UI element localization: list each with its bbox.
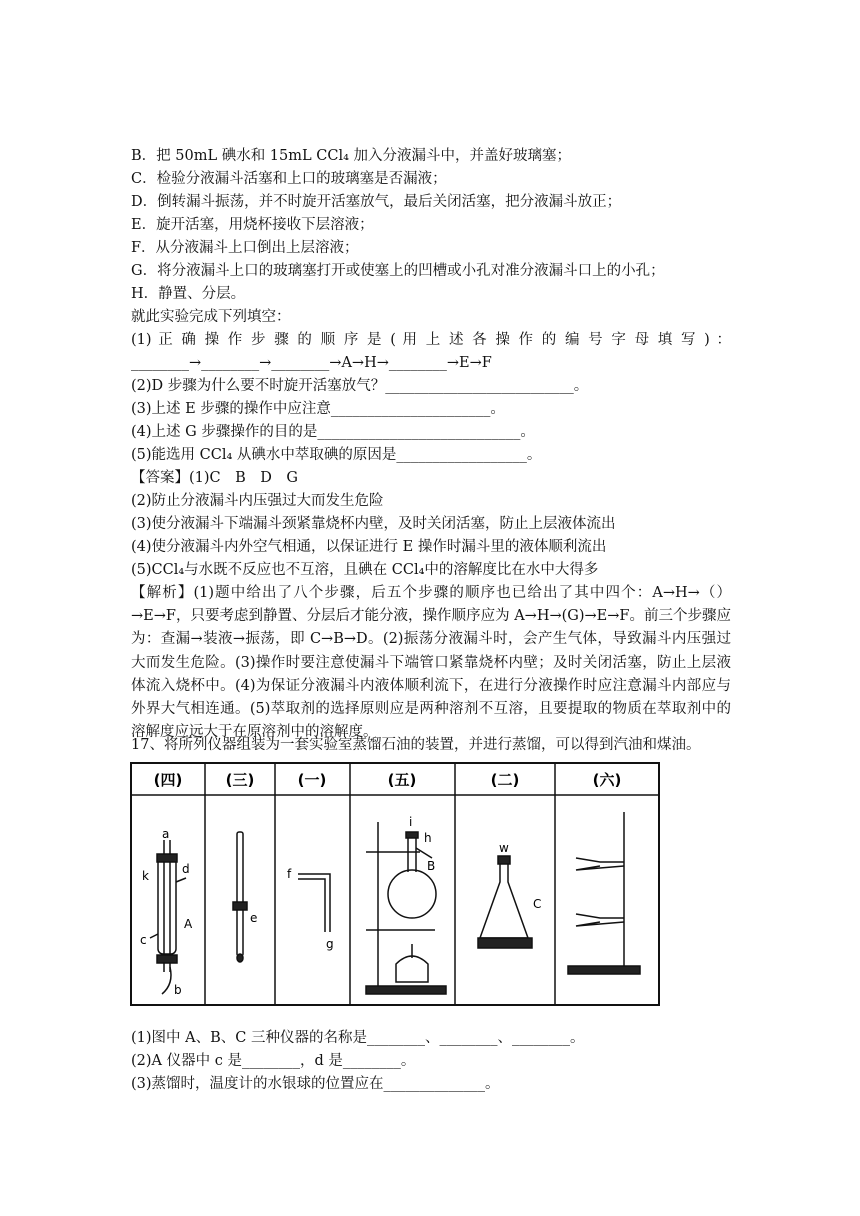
label-e: e bbox=[250, 911, 258, 925]
question-4: (4)上述 G 步骤操作的目的是____________________________。 bbox=[131, 424, 535, 440]
header-5: (五) bbox=[387, 771, 417, 789]
header-3: (三) bbox=[225, 771, 255, 789]
step-c: C．检验分液漏斗活塞和上口的玻璃塞是否漏液； bbox=[131, 171, 447, 187]
question-17: 17、将所列仪器组装为一套实验室蒸馏石油的装置，并进行蒸馏，可以得到汽油和煤油。 bbox=[131, 737, 701, 753]
header-1: (一) bbox=[297, 771, 327, 789]
analysis-paragraph: 【解析】(1)题中给出了八个步骤，后五个步骤的顺序也已给出了其中四个：A→H→（）→E→F，只要考虑到静置、分层后才能分液，操作顺序应为 A→H→(G)→E→F。前三个步骤应为：查漏→装液→振荡，即 C→B→D。(2)振荡分液漏斗时，会产生气体，导致漏斗内压强过大而发生危险。(3)操作时要注意使漏斗下端管口紧靠烧杯内壁；及时关闭活塞，防止上层液体流入烧杯中。(4)为保证分液漏斗内液体顺利流下，在进行分液操作时应注意漏斗内部应与外界大气相连通。(5)萃取剂的选择原则应是两种溶剂不互溶，且要提取的物质在萃取剂中的溶解度应远大于在原溶剂中的溶解度。 bbox=[131, 585, 731, 741]
question-3: (3)上述 E 步骤的操作中应注意______________________。 bbox=[131, 401, 505, 417]
question-1-line-2: ________→________→________→A→H→________→E→F bbox=[131, 355, 492, 371]
label-C: C bbox=[533, 897, 542, 911]
step-g: G．将分液漏斗上口的玻璃塞打开或使塞上的凹槽或小孔对准分液漏斗口上的小孔； bbox=[131, 263, 665, 279]
step-h: H．静置、分层。 bbox=[131, 286, 246, 302]
label-k: k bbox=[142, 869, 149, 883]
step-d: D．倒转漏斗振荡，并不时旋开活塞放气，最后关闭活塞，把分液漏斗放正； bbox=[131, 194, 622, 210]
question-5: (5)能选用 CCl₄ 从碘水中萃取碘的原因是__________________。 bbox=[131, 447, 542, 463]
sub-question-3: (3)蒸馏时，温度计的水银球的位置应在______________。 bbox=[131, 1076, 500, 1092]
sub-question-1: (1)图中 A、B、C 三种仪器的名称是________、________、________。 bbox=[131, 1030, 585, 1046]
answer-1: 【答案】(1)C B D G bbox=[131, 470, 298, 486]
answer-5: (5)CCl₄与水既不反应也不互溶，且碘在 CCl₄中的溶解度比在水中大得多 bbox=[131, 562, 599, 578]
label-c: c bbox=[140, 933, 147, 947]
answer-4: (4)使分液漏斗内外空气相通，以保证进行 E 操作时漏斗里的液体顺利流出 bbox=[131, 539, 607, 555]
answer-2: (2)防止分液漏斗内压强过大而发生危险 bbox=[131, 493, 384, 509]
header-6: (六) bbox=[592, 771, 622, 789]
label-f: f bbox=[287, 867, 292, 881]
step-e: E．旋开活塞，用烧杯接收下层溶液； bbox=[131, 217, 374, 233]
label-w: w bbox=[499, 841, 509, 855]
step-b: B．把 50mL 碘水和 15mL CCl₄ 加入分液漏斗中，并盖好玻璃塞； bbox=[131, 148, 571, 164]
label-d: d bbox=[182, 862, 190, 876]
question-1-line-1: (1) 正 确 操 作 步 骤 的 顺 序 是 ( 用 上 述 各 操 作 的 编 号 字 母 填 写 ) ： bbox=[131, 332, 731, 348]
label-h: h bbox=[424, 831, 432, 845]
sub-question-2: (2)A 仪器中 c 是________，d 是________。 bbox=[131, 1053, 416, 1069]
label-g: g bbox=[326, 937, 334, 951]
header-2: (二) bbox=[490, 771, 520, 789]
header-4: (四) bbox=[153, 771, 183, 789]
question-2: (2)D 步骤为什么要不时旋开活塞放气？__________________________。 bbox=[131, 378, 589, 394]
answer-3: (3)使分液漏斗下端漏斗颈紧靠烧杯内壁，及时关闭活塞，防止上层液体流出 bbox=[131, 516, 616, 532]
intro-text: 就此实验完成下列填空： bbox=[131, 309, 291, 325]
distillation-apparatus-figure bbox=[130, 762, 660, 1006]
label-b: b bbox=[174, 983, 182, 997]
label-i: i bbox=[409, 815, 413, 829]
label-A: A bbox=[184, 917, 193, 931]
step-f: F．从分液漏斗上口倒出上层溶液； bbox=[131, 240, 359, 256]
label-B: B bbox=[427, 859, 436, 873]
label-a: a bbox=[162, 827, 170, 841]
